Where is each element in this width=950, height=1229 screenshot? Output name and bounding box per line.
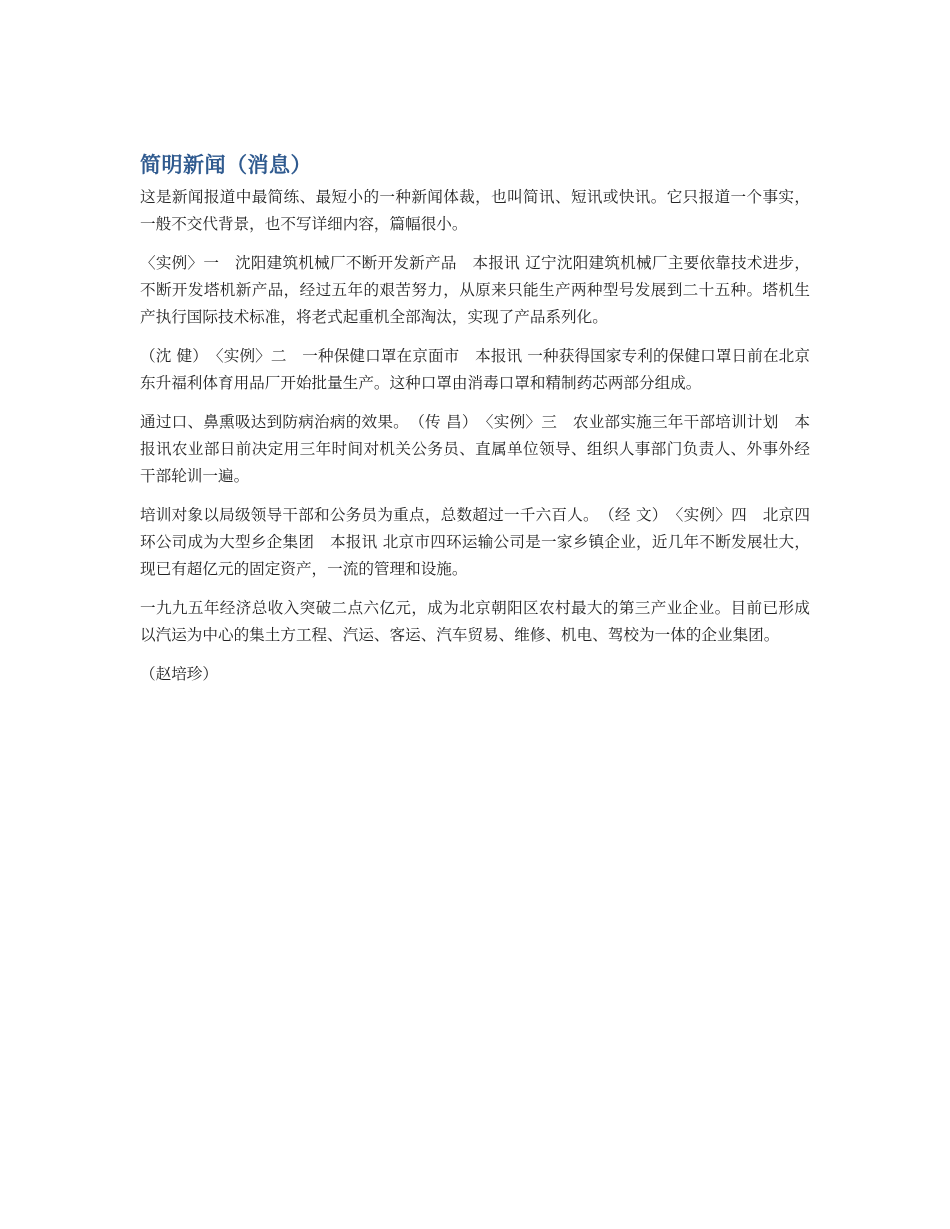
paragraph-author-signature: （赵培珍） [140, 665, 218, 683]
paragraph-example-2: （沈 健） 〈实例〉二 一种保健口罩在京面市 本报讯 一种获得国家专利的保健口罩日前在北京东升福利体育用品厂开始批量生产。这种口罩由消毒口罩和精制药芯两部分组成。 [140, 347, 810, 392]
document-body [140, 150, 810, 700]
document-title: 简明新闻（消息） [140, 153, 312, 177]
paragraph-intro: 这是新闻报道中最简练、最短小的一种新闻体裁，也叫简讯、短讯或快讯。它只报道一个事实，一般不交代背景，也不写详细内容，篇幅很小。 [140, 188, 810, 233]
paragraph-example-3: 通过口、鼻熏吸达到防病治病的效果。 （传 昌） 〈实例〉三 农业部实施三年干部培训计划 本报讯农业部日前决定用三年时间对机关公务员、直属单位领导、组织人事部门负责人、外事外经干部轮训一遍。 [140, 413, 810, 485]
paragraph-example-4: 培训对象以局级领导干部和公务员为重点，总数超过一千六百人。 （经 文） 〈实例〉四 北京四环公司成为大型乡企集团 本报讯 北京市四环运输公司是一家乡镇企业，近几年不断发展壮大，现已有超亿元的固定资产，一流的管理和设施。 [140, 506, 810, 578]
paragraph-example-4-continued: 一九九五年经济总收入突破二点六亿元，成为北京朝阳区农村最大的第三产业企业。目前已形成以汽运为中心的集土方工程、汽运、客运、汽车贸易、维修、机电、驾校为一体的企业集团。 [140, 599, 810, 644]
paragraph-example-1: 〈实例〉一 沈阳建筑机械厂不断开发新产品 本报讯 辽宁沈阳建筑机械厂主要依靠技术进步，不断开发塔机新产品，经过五年的艰苦努力，从原来只能生产两种型号发展到二十五种。塔机生产执行国际技术标准，将老式起重机全部淘汰，实现了产品系列化。 [140, 254, 810, 326]
